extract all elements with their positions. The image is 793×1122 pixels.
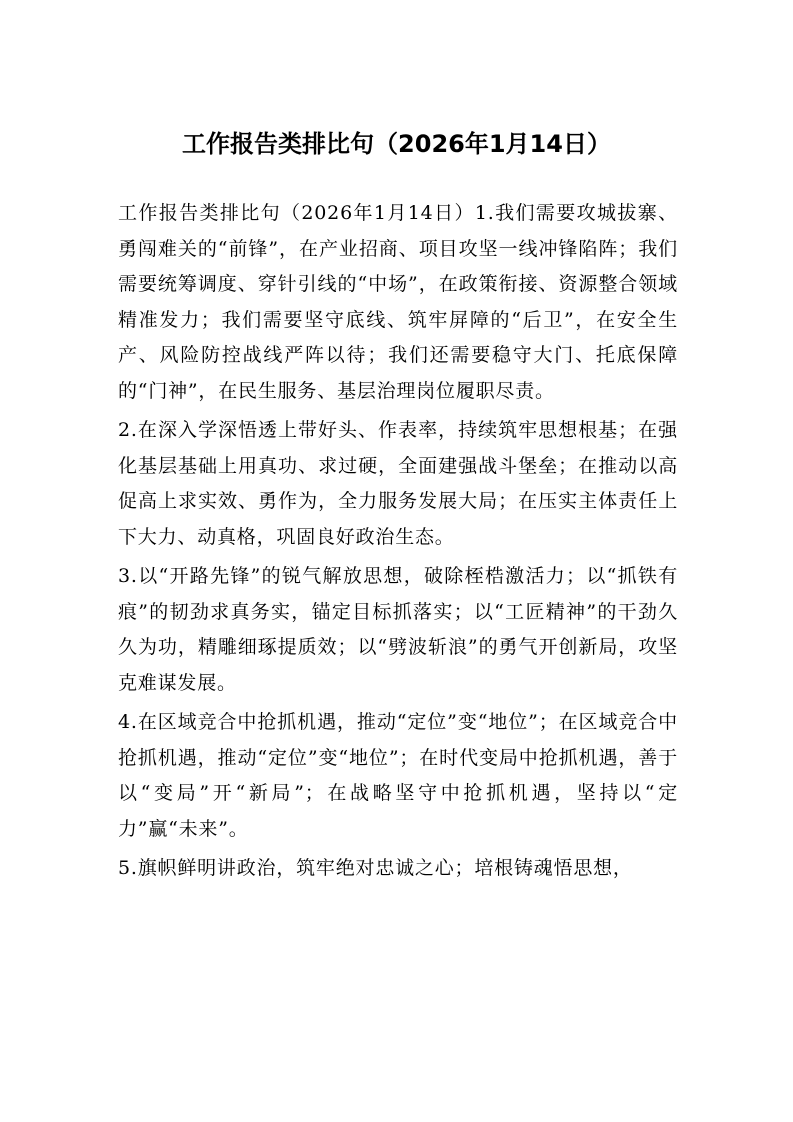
document-title: 工作报告类排比句（2026年1月14日） [182, 130, 611, 158]
paragraph-3: 3.以“开路先锋”的锐气解放思想，破除桎梏激活力；以“抓铁有痕”的韧劲求真务实，锚定目标抓落实；以“工匠精神”的干劲久久为功，精雕细琢提质效；以“劈波斩浪”的勇气开创新局，攻坚克难谋发展。 [118, 565, 678, 694]
document-body [118, 196, 678, 891]
paragraph-1: 工作报告类排比句（2026年1月14日）1.我们需要攻城拔寨、勇闯难关的“前锋”，在产业招商、项目攻坚一线冲锋陷阵；我们需要统筹调度、穿针引线的“中场”，在政策衔接、资源整合领域精准发力；我们需要坚守底线、筑牢屏障的“后卫”，在安全生产、风险防控战线严阵以待；我们还需要稳守大门、托底保障的“门神”，在民生服务、基层治理岗位履职尽责。 [118, 202, 678, 402]
paragraph-4: 4.在区域竞合中抢抓机遇，推动“定位”变“地位”；在区域竞合中抢抓机遇，推动“定位”变“地位”；在时代变局中抢抓机遇，善于以“变局”开“新局”；在战略坚守中抢抓机遇，坚持以“定力”赢“未来”。 [118, 711, 678, 840]
paragraph-2: 2.在深入学深悟透上带好头、作表率，持续筑牢思想根基；在强化基层基础上用真功、求过硬，全面建强战斗堡垒；在推动以高促高上求实效、勇作为，全力服务发展大局；在压实主体责任上下大力、动真格，巩固良好政治生态。 [118, 419, 678, 548]
paragraph-5: 5.旗帜鲜明讲政治，筑牢绝对忠诚之心；培根铸魂悟思想， [118, 857, 633, 879]
